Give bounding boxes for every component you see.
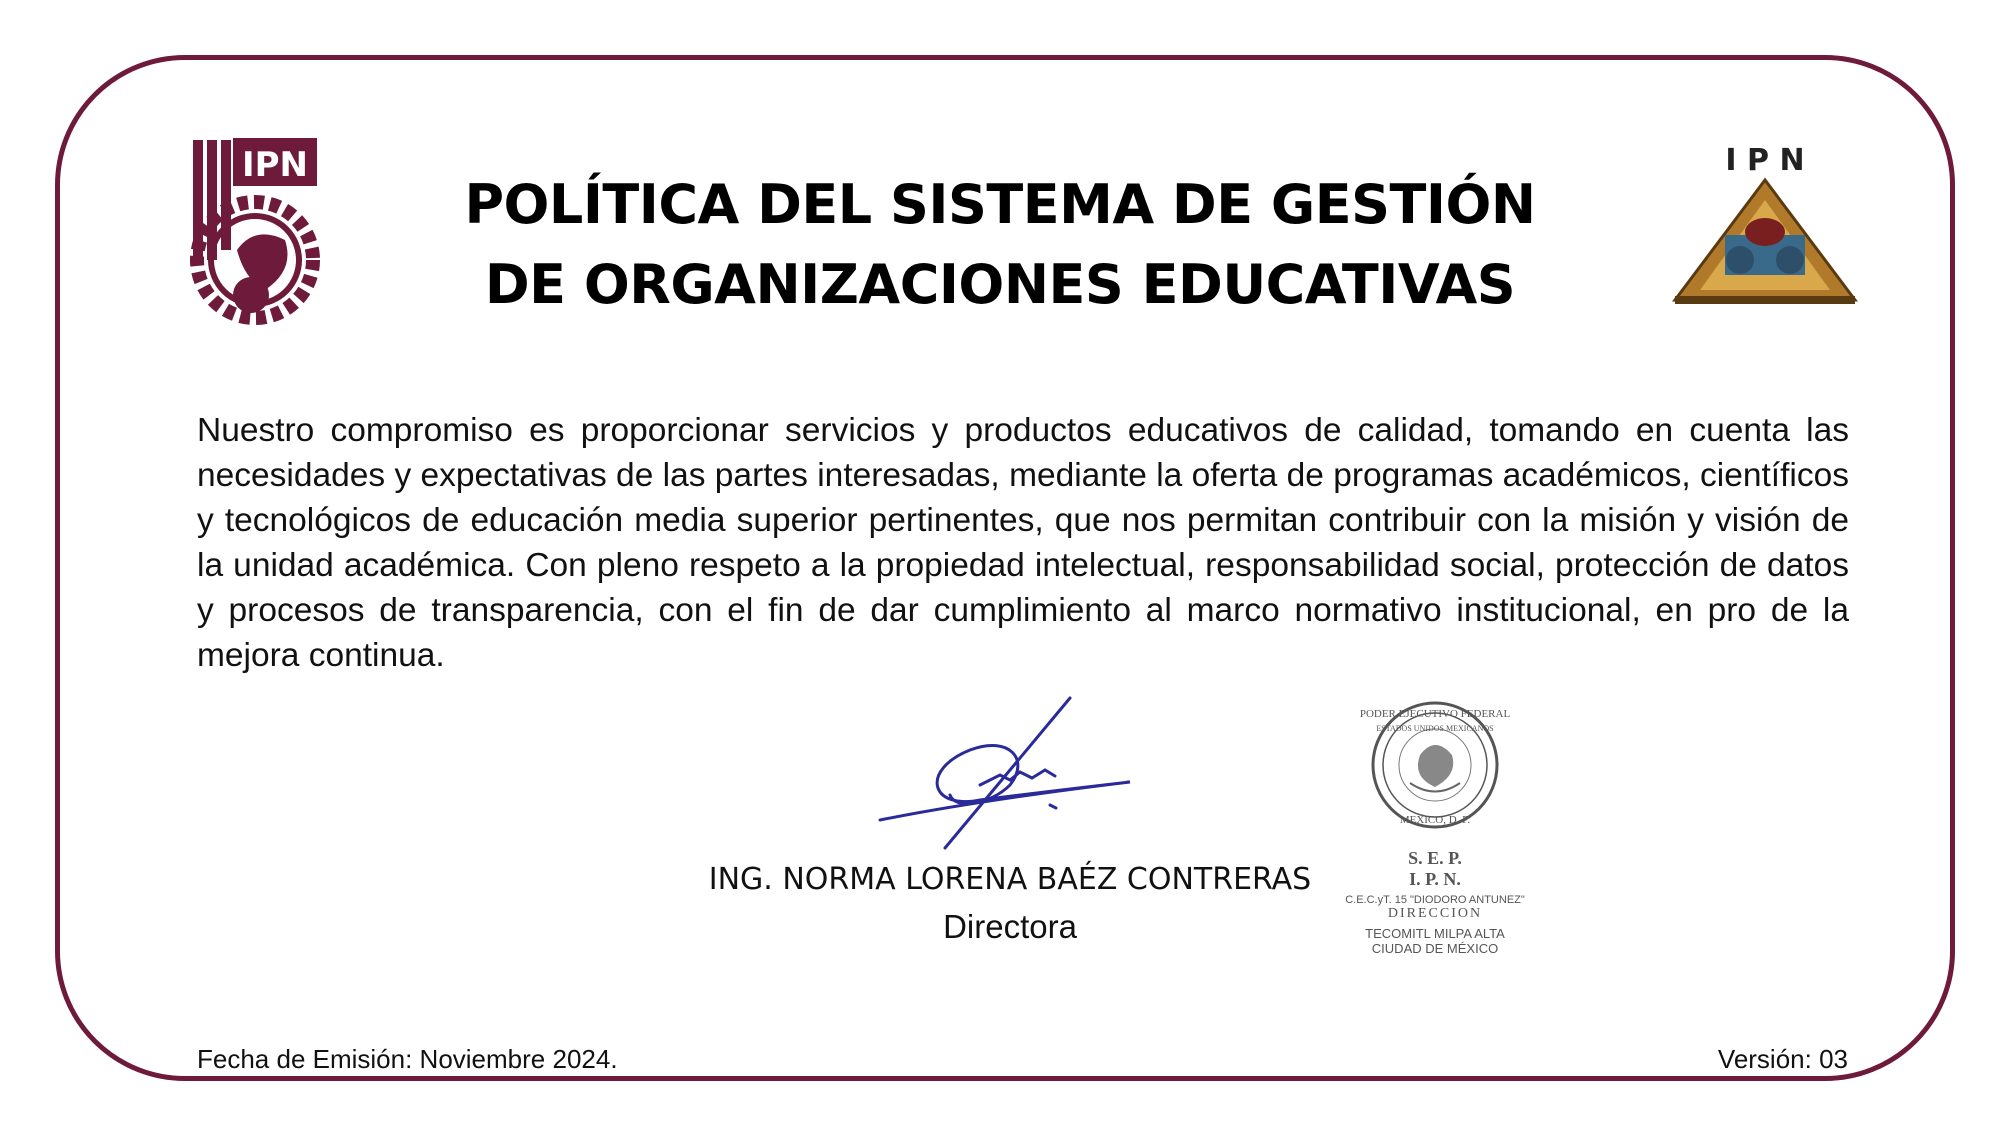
seal-line-5: TECOMITL MILPA ALTA [1365,926,1505,941]
official-seal-icon [1340,695,1530,955]
svg-text:IPN: IPN [241,145,309,185]
seal-line-6: CIUDAD DE MÉXICO [1371,941,1499,956]
svg-text:ESTADOS UNIDOS MEXICANOS: ESTADOS UNIDOS MEXICANOS [1376,724,1494,733]
document-version: Versión: 03 [1717,1044,1848,1074]
seal-line-2: I. P. N. [1409,869,1461,889]
title-line-1: POLÍTICA DEL SISTEMA DE GESTIÓN [464,173,1536,236]
seal-line-4: DIRECCION [1387,906,1483,921]
svg-text:MEXICO, D. F.: MEXICO, D. F. [1399,814,1471,826]
page-title [400,165,1600,325]
issue-date: Fecha de Emisión: Noviembre 2024. [197,1044,618,1074]
cecyt-logo-icon [1665,140,1865,310]
svg-text:I P N: I P N [1725,143,1805,178]
seal-line-3: C.E.C.yT. 15 "DIODORO ANTUNEZ" [1345,894,1525,906]
title-line-2: DE ORGANIZACIONES EDUCATIVAS [484,253,1516,316]
svg-text:PODER EJECUTIVO FEDERAL: PODER EJECUTIVO FEDERAL [1359,708,1511,720]
policy-paragraph: Nuestro compromiso es proporcionar servicios y productos educativos de calidad, tomando en cuenta las necesidades y expectativas de las partes interesadas, mediante la oferta de programas académicos, científicos y tecnológicos de educación media superior pertinentes, que nos permitan contribuir con la misión y visión de la unidad académica. Con pleno respeto a la propiedad intelectual, responsabilidad social, protección de datos y procesos de transparencia, con el fin de dar cumplimiento al marco normativo institucional, en pro de la mejora continua. [197,412,1849,674]
signer-role: Directora [943,908,1077,945]
seal-line-1: S. E. P. [1408,848,1462,868]
signer-name: ING. NORMA LORENA BAÉZ CONTRERAS [708,862,1312,897]
ipn-logo-icon [185,130,325,330]
handwritten-signature-icon [860,690,1160,850]
